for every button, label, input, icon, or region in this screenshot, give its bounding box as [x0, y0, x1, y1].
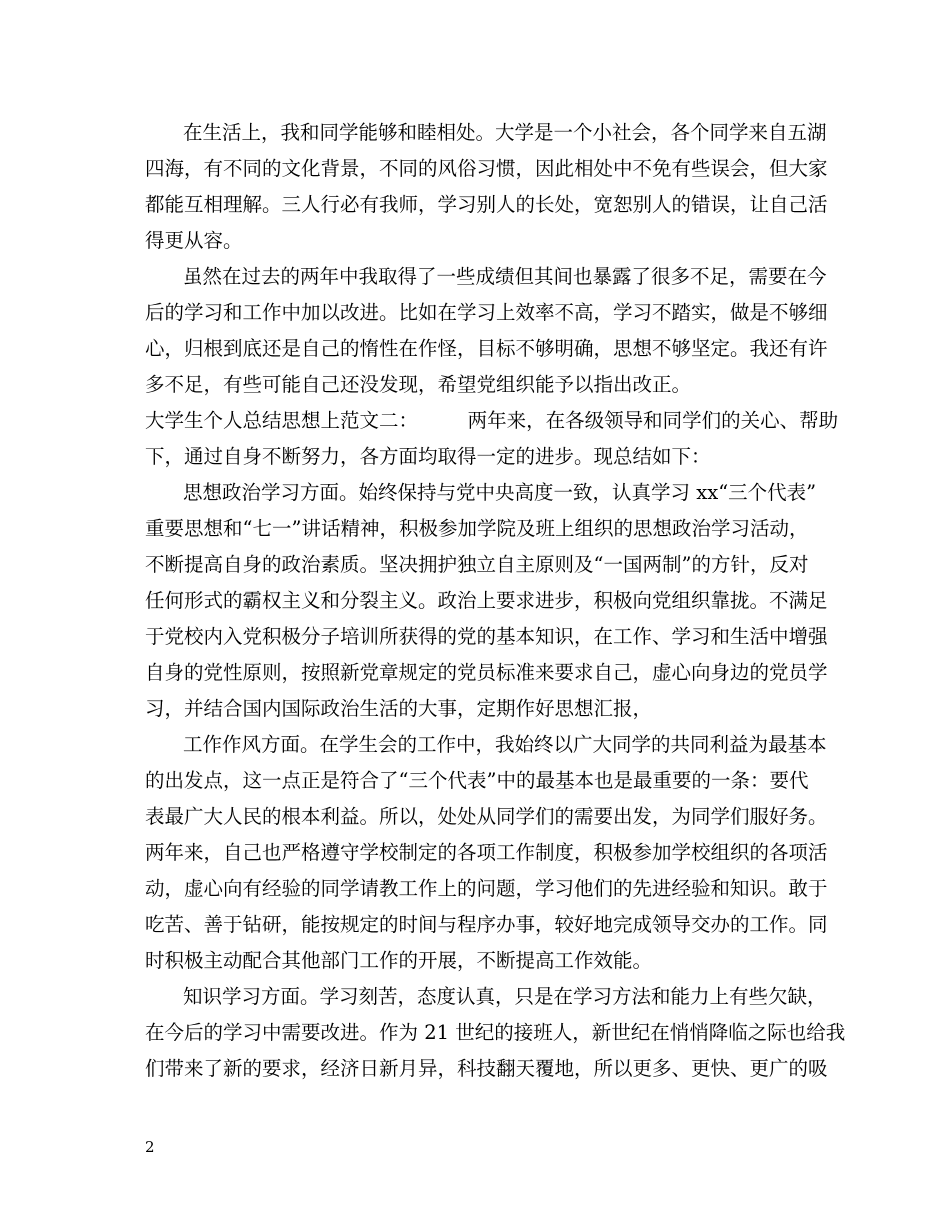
paragraph-line: 自身的党性原则，按照新党章规定的党员标准来要求自己，虚心向身边的党员学: [145, 661, 828, 684]
paragraph-line: 不断提高自身的政治素质。坚决拥护独立自主原则及“一国两制”的方针，反对: [145, 553, 809, 576]
paragraph-line: 习，并结合国内国际政治生活的大事，定期作好思想汇报，: [145, 697, 653, 720]
paragraph-line: 四海，有不同的文化背景，不同的风俗习惯，因此相处中不免有些误会，但大家: [145, 157, 828, 180]
paragraph-line: 工作作风方面。在学生会的工作中，我始终以广大同学的共同利益为最基本: [183, 733, 827, 756]
paragraph-line: 时积极主动配合其他部门工作的开展，不断提高工作效能。: [145, 949, 653, 972]
paragraph-line: 都能互相理解。三人行必有我师，学习别人的长处，宽恕别人的错误，让自己活: [145, 193, 828, 216]
paragraph-line: 心，归根到底还是自己的惰性在作怪，目标不够明确，思想不够坚定。我还有许: [145, 337, 828, 360]
paragraph-line: 后的学习和工作中加以改进。比如在学习上效率不高，学习不踏实，做是不够细: [145, 301, 828, 324]
paragraph-line: 在今后的学习中需要改进。作为 21 世纪的接班人，新世纪在悄悄降临之际也给我: [145, 1021, 846, 1044]
paragraph-line: 得更从容。: [145, 229, 243, 252]
paragraph-line: 两年来，自己也严格遵守学校制定的各项工作制度，积极参加学校组织的各项活: [145, 841, 828, 864]
paragraph-line: 在生活上，我和同学能够和睦相处。大学是一个小社会，各个同学来自五湖: [183, 121, 827, 144]
paragraph-line: 于党校内入党积极分子培训所获得的党的基本知识，在工作、学习和生活中增强: [145, 625, 828, 648]
paragraph-line: 下，通过自身不断努力，各方面均取得一定的进步。现总结如下：: [145, 445, 711, 468]
section-heading-line: 大学生个人总结思想上范文二： 两年来，在各级领导和同学们的关心、帮助: [145, 409, 839, 432]
paragraph-line: 思想政治学习方面。始终保持与党中央高度一致，认真学习 xx“三个代表”: [183, 481, 817, 504]
paragraph-line: 们带来了新的要求，经济日新月异，科技翻天覆地，所以更多、更快、更广的吸: [145, 1057, 828, 1080]
paragraph-line: 动，虚心向有经验的同学请教工作上的问题，学习他们的先进经验和知识。敢于: [145, 877, 828, 900]
paragraph-line: 重要思想和“七一”讲话精神，积极参加学院及班上组织的思想政治学习活动，: [145, 517, 809, 540]
paragraph-line: 表最广大人民的根本利益。所以，处处从同学们的需要出发，为同学们服好务。: [145, 805, 828, 828]
paragraph-line: 虽然在过去的两年中我取得了一些成绩但其间也暴露了很多不足，需要在今: [183, 265, 827, 288]
paragraph-line: 的出发点，这一点正是符合了“三个代表”中的最基本也是最重要的一条：要代: [145, 769, 809, 792]
page-number: 2: [145, 1138, 155, 1156]
paragraph-line: 吃苦、善于钻研，能按规定的时间与程序办事，较好地完成领导交办的工作。同: [145, 913, 828, 936]
paragraph-line: 知识学习方面。学习刻苦，态度认真，只是在学习方法和能力上有些欠缺，: [183, 985, 827, 1008]
paragraph-line: 任何形式的霸权主义和分裂主义。政治上要求进步，积极向党组织靠拢。不满足: [145, 589, 828, 612]
paragraph-line: 多不足，有些可能自己还没发现，希望党组织能予以指出改正。: [145, 373, 692, 396]
